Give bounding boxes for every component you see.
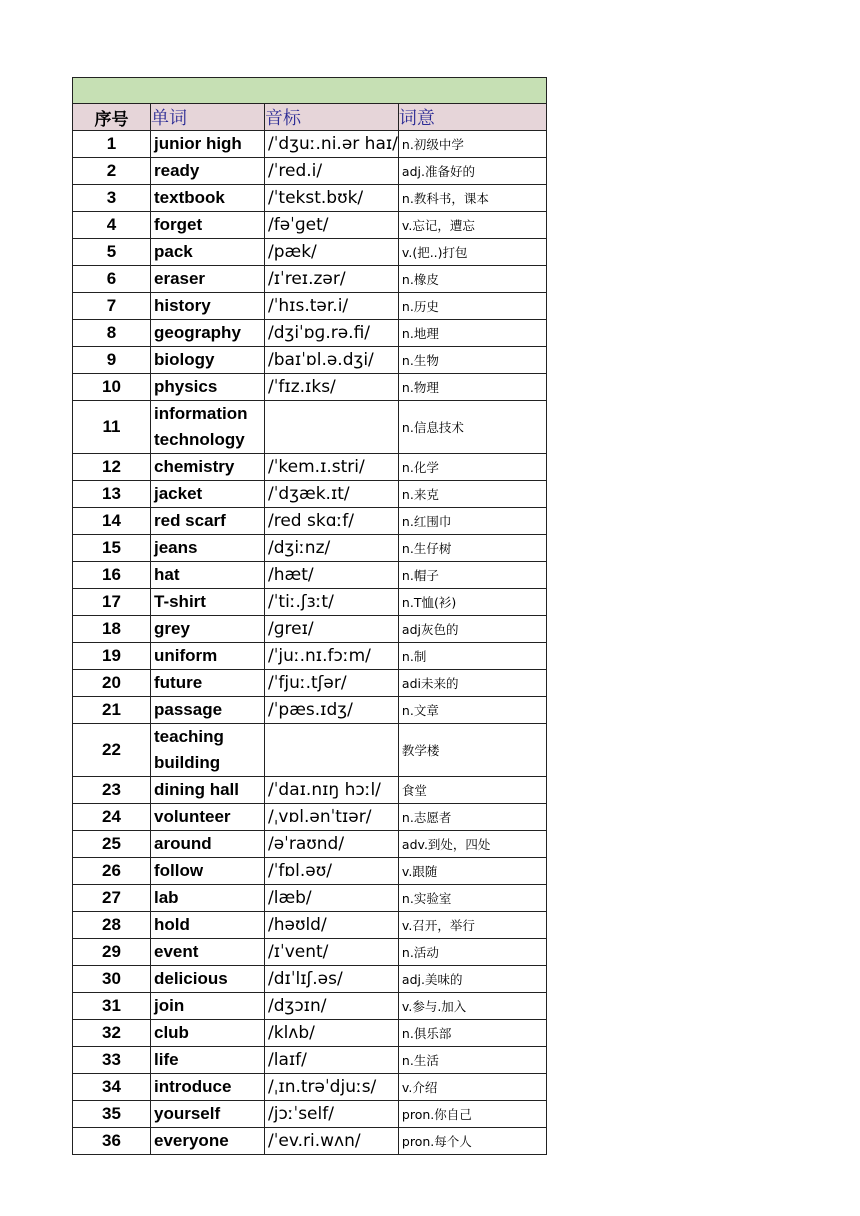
row-number: 10	[73, 374, 151, 401]
table-row	[73, 912, 547, 939]
row-word: ready	[151, 158, 265, 185]
row-number: 2	[73, 158, 151, 185]
row-number: 28	[73, 912, 151, 939]
row-phonetic: /jɔːˈself/	[265, 1101, 399, 1128]
header-row	[73, 104, 547, 131]
row-meaning: 教学楼	[398, 724, 546, 777]
row-word: volunteer	[151, 804, 265, 831]
row-meaning: n.红围巾	[398, 508, 546, 535]
row-meaning: v.忘记，遭忘	[398, 212, 546, 239]
row-meaning: n.实验室	[398, 885, 546, 912]
row-phonetic: /ɡreɪ/	[265, 616, 399, 643]
table-row	[73, 212, 547, 239]
row-word: grey	[151, 616, 265, 643]
row-meaning: 食堂	[398, 777, 546, 804]
row-word: future	[151, 670, 265, 697]
row-word: hold	[151, 912, 265, 939]
row-number: 24	[73, 804, 151, 831]
row-number: 7	[73, 293, 151, 320]
row-phonetic: /ˈjuː.nɪ.fɔːm/	[265, 643, 399, 670]
row-number: 12	[73, 454, 151, 481]
row-number: 32	[73, 1020, 151, 1047]
row-word: hat	[151, 562, 265, 589]
row-phonetic: /fəˈɡet/	[265, 212, 399, 239]
table-row	[73, 158, 547, 185]
table-row	[73, 589, 547, 616]
row-phonetic: /ˈhɪs.tər.i/	[265, 293, 399, 320]
row-number: 1	[73, 131, 151, 158]
row-number: 36	[73, 1128, 151, 1155]
row-number: 33	[73, 1047, 151, 1074]
row-meaning: n.生物	[398, 347, 546, 374]
table-row	[73, 185, 547, 212]
row-word: teaching building	[151, 724, 265, 777]
row-number: 9	[73, 347, 151, 374]
row-number: 13	[73, 481, 151, 508]
row-meaning: n.化学	[398, 454, 546, 481]
row-meaning: n.俱乐部	[398, 1020, 546, 1047]
row-number: 26	[73, 858, 151, 885]
row-meaning: adj.准备好的	[398, 158, 546, 185]
row-phonetic	[265, 401, 399, 454]
row-word: physics	[151, 374, 265, 401]
row-meaning: pron.你自己	[398, 1101, 546, 1128]
row-phonetic: /dʒiːnz/	[265, 535, 399, 562]
row-meaning: n.来克	[398, 481, 546, 508]
table-row	[73, 724, 547, 777]
row-word: uniform	[151, 643, 265, 670]
row-phonetic: /hæt/	[265, 562, 399, 589]
row-word: forget	[151, 212, 265, 239]
row-number: 25	[73, 831, 151, 858]
row-word: delicious	[151, 966, 265, 993]
table-row	[73, 777, 547, 804]
table-row	[73, 131, 547, 158]
row-number: 4	[73, 212, 151, 239]
row-number: 14	[73, 508, 151, 535]
table-row	[73, 266, 547, 293]
row-word: everyone	[151, 1128, 265, 1155]
row-meaning: n.橡皮	[398, 266, 546, 293]
row-number: 23	[73, 777, 151, 804]
row-number: 8	[73, 320, 151, 347]
table-row	[73, 374, 547, 401]
table-row	[73, 293, 547, 320]
table-row	[73, 885, 547, 912]
row-number: 6	[73, 266, 151, 293]
table-row	[73, 831, 547, 858]
row-phonetic: /ˈtekst.bʊk/	[265, 185, 399, 212]
row-word: join	[151, 993, 265, 1020]
row-word: dining hall	[151, 777, 265, 804]
table-row	[73, 670, 547, 697]
row-number: 17	[73, 589, 151, 616]
row-phonetic: /ˈev.ri.wʌn/	[265, 1128, 399, 1155]
row-phonetic: /laɪf/	[265, 1047, 399, 1074]
row-number: 16	[73, 562, 151, 589]
header-word: 单词	[151, 104, 265, 131]
table-row	[73, 1020, 547, 1047]
row-phonetic: /əˈraʊnd/	[265, 831, 399, 858]
row-number: 18	[73, 616, 151, 643]
row-meaning: v.(把..)打包	[398, 239, 546, 266]
table-row	[73, 239, 547, 266]
row-phonetic: /dʒɔɪn/	[265, 993, 399, 1020]
row-meaning: v.召开，举行	[398, 912, 546, 939]
row-phonetic: /læb/	[265, 885, 399, 912]
table-row	[73, 535, 547, 562]
row-number: 20	[73, 670, 151, 697]
row-meaning: v.介绍	[398, 1074, 546, 1101]
table-row	[73, 966, 547, 993]
row-word: eraser	[151, 266, 265, 293]
row-number: 5	[73, 239, 151, 266]
row-phonetic: /red skɑːf/	[265, 508, 399, 535]
vocabulary-table	[72, 77, 547, 1155]
row-number: 34	[73, 1074, 151, 1101]
row-word: information technology	[151, 401, 265, 454]
row-meaning: n.地理	[398, 320, 546, 347]
row-word: passage	[151, 697, 265, 724]
header-phonetic: 音标	[265, 104, 399, 131]
row-phonetic: /ˈkem.ɪ.stri/	[265, 454, 399, 481]
row-phonetic: /pæk/	[265, 239, 399, 266]
table-row	[73, 1101, 547, 1128]
row-number: 22	[73, 724, 151, 777]
table-row	[73, 858, 547, 885]
row-number: 35	[73, 1101, 151, 1128]
row-word: T-shirt	[151, 589, 265, 616]
row-meaning: n.生活	[398, 1047, 546, 1074]
table-row	[73, 320, 547, 347]
row-word: chemistry	[151, 454, 265, 481]
row-phonetic: /klʌb/	[265, 1020, 399, 1047]
header-number: 序号	[73, 104, 151, 131]
row-phonetic: /ˌvɒl.ənˈtɪər/	[265, 804, 399, 831]
row-phonetic: /həʊld/	[265, 912, 399, 939]
row-word: life	[151, 1047, 265, 1074]
row-word: junior high	[151, 131, 265, 158]
row-word: jacket	[151, 481, 265, 508]
row-number: 31	[73, 993, 151, 1020]
row-word: follow	[151, 858, 265, 885]
header-meaning: 词意	[398, 104, 546, 131]
row-word: pack	[151, 239, 265, 266]
row-number: 19	[73, 643, 151, 670]
row-meaning: adi未来的	[398, 670, 546, 697]
row-meaning: n.生仔树	[398, 535, 546, 562]
row-meaning: pron.每个人	[398, 1128, 546, 1155]
row-phonetic: /ˈdaɪ.nɪŋ hɔːl/	[265, 777, 399, 804]
row-word: introduce	[151, 1074, 265, 1101]
row-word: lab	[151, 885, 265, 912]
row-meaning: n.教科书，课本	[398, 185, 546, 212]
row-meaning: v.参与.加入	[398, 993, 546, 1020]
table-row	[73, 562, 547, 589]
row-meaning: adj灰色的	[398, 616, 546, 643]
row-phonetic: /ˈfɒl.əʊ/	[265, 858, 399, 885]
row-meaning: n.制	[398, 643, 546, 670]
row-word: event	[151, 939, 265, 966]
row-phonetic: /ɪˈreɪ.zər/	[265, 266, 399, 293]
table-row	[73, 643, 547, 670]
row-meaning: n.初级中学	[398, 131, 546, 158]
table-row	[73, 804, 547, 831]
table-row	[73, 697, 547, 724]
row-phonetic: /dɪˈlɪʃ.əs/	[265, 966, 399, 993]
row-phonetic: /ˈred.i/	[265, 158, 399, 185]
row-meaning: adv.到处，四处	[398, 831, 546, 858]
title-bar	[73, 78, 547, 104]
row-number: 27	[73, 885, 151, 912]
row-phonetic	[265, 724, 399, 777]
row-phonetic: /ˈpæs.ɪdʒ/	[265, 697, 399, 724]
row-number: 3	[73, 185, 151, 212]
row-phonetic: /ˈtiː.ʃɜːt/	[265, 589, 399, 616]
row-number: 29	[73, 939, 151, 966]
row-word: club	[151, 1020, 265, 1047]
row-phonetic: /ɪˈvent/	[265, 939, 399, 966]
row-number: 21	[73, 697, 151, 724]
row-phonetic: /ˈdʒæk.ɪt/	[265, 481, 399, 508]
row-word: geography	[151, 320, 265, 347]
table-row	[73, 401, 547, 454]
table-row	[73, 1074, 547, 1101]
row-word: jeans	[151, 535, 265, 562]
table-row	[73, 454, 547, 481]
row-meaning: adj.美味的	[398, 966, 546, 993]
row-word: red scarf	[151, 508, 265, 535]
table-row	[73, 347, 547, 374]
title-row	[73, 78, 547, 104]
row-word: textbook	[151, 185, 265, 212]
table-row	[73, 508, 547, 535]
table-row	[73, 993, 547, 1020]
row-word: history	[151, 293, 265, 320]
table-row	[73, 1128, 547, 1155]
row-number: 11	[73, 401, 151, 454]
row-meaning: n.历史	[398, 293, 546, 320]
table-row	[73, 939, 547, 966]
row-word: yourself	[151, 1101, 265, 1128]
row-word: around	[151, 831, 265, 858]
row-number: 30	[73, 966, 151, 993]
table-row	[73, 616, 547, 643]
row-meaning: n.活动	[398, 939, 546, 966]
row-phonetic: /ˈdʒuː.ni.ər haɪ/	[265, 131, 399, 158]
row-meaning: v.跟随	[398, 858, 546, 885]
table-row	[73, 481, 547, 508]
row-meaning: n.志愿者	[398, 804, 546, 831]
row-phonetic: /ˌɪn.trəˈdjuːs/	[265, 1074, 399, 1101]
row-phonetic: /ˈfɪz.ɪks/	[265, 374, 399, 401]
row-phonetic: /ˈfjuː.tʃər/	[265, 670, 399, 697]
row-meaning: n.帽子	[398, 562, 546, 589]
row-phonetic: /dʒiˈɒɡ.rə.fi/	[265, 320, 399, 347]
table-row	[73, 1047, 547, 1074]
row-meaning: n.信息技术	[398, 401, 546, 454]
row-meaning: n.文章	[398, 697, 546, 724]
row-number: 15	[73, 535, 151, 562]
row-word: biology	[151, 347, 265, 374]
row-meaning: n.物理	[398, 374, 546, 401]
row-meaning: n.T恤(衫)	[398, 589, 546, 616]
row-phonetic: /baɪˈɒl.ə.dʒi/	[265, 347, 399, 374]
